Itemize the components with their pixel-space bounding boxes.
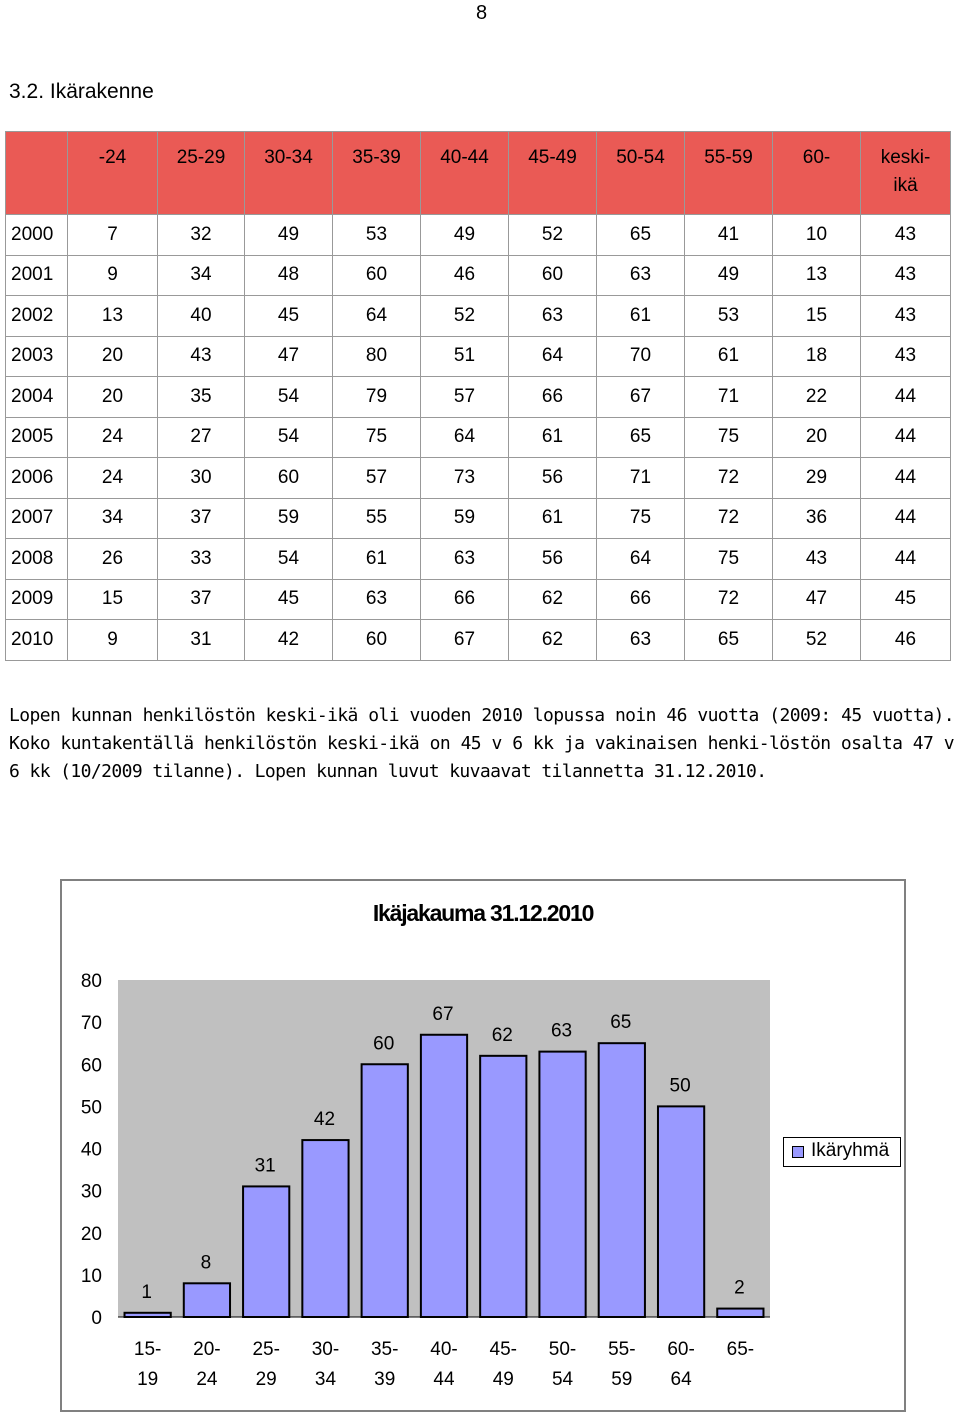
value-cell: 33 xyxy=(158,539,245,580)
value-cell: 20 xyxy=(68,336,158,377)
value-cell: 52 xyxy=(773,620,861,661)
data-label: 65 xyxy=(610,1012,632,1034)
bar xyxy=(125,1313,171,1317)
x-tick-label: 24 xyxy=(196,1369,218,1390)
y-tick-label: 70 xyxy=(80,1013,102,1035)
value-cell: 71 xyxy=(597,458,685,499)
value-cell: 59 xyxy=(421,498,509,539)
data-label: 63 xyxy=(550,1020,573,1042)
value-cell: 26 xyxy=(68,539,158,580)
page-number: 8 xyxy=(476,2,488,24)
x-tick-label: 25- xyxy=(252,1339,280,1360)
value-cell: 59 xyxy=(245,498,333,539)
value-cell: 71 xyxy=(685,377,773,418)
value-cell: 64 xyxy=(333,296,421,337)
bar xyxy=(302,1140,348,1317)
data-label: 50 xyxy=(669,1075,691,1097)
value-cell: 18 xyxy=(773,336,861,377)
column-header: -24 xyxy=(68,132,158,215)
value-cell: 61 xyxy=(333,539,421,580)
chart-title: Ikäjakauma 31.12.2010 xyxy=(372,900,594,926)
y-tick-label: 20 xyxy=(80,1223,102,1245)
column-header: 50-54 xyxy=(597,132,685,215)
value-cell: 47 xyxy=(773,579,861,620)
value-cell: 22 xyxy=(773,377,861,418)
value-cell: 34 xyxy=(158,255,245,296)
value-cell: 57 xyxy=(333,458,421,499)
value-cell: 13 xyxy=(773,255,861,296)
data-label: 8 xyxy=(200,1252,212,1274)
year-cell: 2000 xyxy=(6,215,68,256)
y-tick-label: 50 xyxy=(80,1097,102,1119)
value-cell: 44 xyxy=(861,498,951,539)
value-cell: 49 xyxy=(421,215,509,256)
value-cell: 46 xyxy=(861,620,951,661)
value-cell: 63 xyxy=(333,579,421,620)
value-cell: 54 xyxy=(245,417,333,458)
value-cell: 67 xyxy=(597,377,685,418)
value-cell: 43 xyxy=(773,539,861,580)
value-cell: 75 xyxy=(685,539,773,580)
column-header: 25-29 xyxy=(158,132,245,215)
value-cell: 70 xyxy=(597,336,685,377)
x-tick-label: 64 xyxy=(670,1369,692,1390)
value-cell: 32 xyxy=(158,215,245,256)
x-tick-label: 49 xyxy=(492,1369,514,1390)
x-tick-label: 50- xyxy=(548,1339,577,1360)
value-cell: 54 xyxy=(245,539,333,580)
bar xyxy=(184,1283,230,1317)
value-cell: 37 xyxy=(158,579,245,620)
section-title: 3.2. Ikärakenne xyxy=(9,80,154,103)
value-cell: 40 xyxy=(158,296,245,337)
bar xyxy=(599,1043,645,1317)
x-tick-label: 39 xyxy=(374,1369,396,1390)
value-cell: 75 xyxy=(333,417,421,458)
value-cell: 62 xyxy=(509,579,597,620)
value-cell: 42 xyxy=(245,620,333,661)
value-cell: 45 xyxy=(245,296,333,337)
value-cell: 72 xyxy=(685,458,773,499)
year-cell: 2002 xyxy=(6,296,68,337)
value-cell: 63 xyxy=(597,620,685,661)
x-tick-label: 20- xyxy=(193,1339,221,1360)
value-cell: 30 xyxy=(158,458,245,499)
value-cell: 49 xyxy=(245,215,333,256)
x-tick-label: 59 xyxy=(611,1369,633,1390)
value-cell: 24 xyxy=(68,417,158,458)
value-cell: 64 xyxy=(509,336,597,377)
value-cell: 66 xyxy=(421,579,509,620)
value-cell: 44 xyxy=(861,417,951,458)
value-cell: 61 xyxy=(509,498,597,539)
value-cell: 24 xyxy=(68,458,158,499)
value-cell: 7 xyxy=(68,215,158,256)
value-cell: 60 xyxy=(509,255,597,296)
value-cell: 52 xyxy=(509,215,597,256)
value-cell: 20 xyxy=(773,417,861,458)
value-cell: 9 xyxy=(68,620,158,661)
value-cell: 65 xyxy=(597,417,685,458)
value-cell: 20 xyxy=(68,377,158,418)
value-cell: 53 xyxy=(333,215,421,256)
value-cell: 46 xyxy=(421,255,509,296)
bar xyxy=(539,1052,585,1317)
value-cell: 51 xyxy=(421,336,509,377)
value-cell: 53 xyxy=(685,296,773,337)
bar xyxy=(658,1106,704,1317)
value-cell: 41 xyxy=(685,215,773,256)
value-cell: 47 xyxy=(245,336,333,377)
year-cell: 2001 xyxy=(6,255,68,296)
value-cell: 63 xyxy=(421,539,509,580)
value-cell: 45 xyxy=(861,579,951,620)
value-cell: 43 xyxy=(861,336,951,377)
column-header: 60- xyxy=(773,132,861,215)
x-tick-label: 40- xyxy=(430,1339,458,1360)
data-label: 62 xyxy=(491,1024,513,1046)
value-cell: 62 xyxy=(509,620,597,661)
data-label: 67 xyxy=(432,1003,454,1025)
y-tick-label: 60 xyxy=(80,1055,102,1077)
value-cell: 43 xyxy=(861,296,951,337)
value-cell: 65 xyxy=(597,215,685,256)
year-cell: 2008 xyxy=(6,539,68,580)
column-header: keski- ikä xyxy=(861,132,951,215)
value-cell: 66 xyxy=(509,377,597,418)
year-cell: 2004 xyxy=(6,377,68,418)
value-cell: 55 xyxy=(333,498,421,539)
x-tick-label: 65- xyxy=(726,1339,755,1360)
x-tick-label: 19 xyxy=(137,1369,159,1390)
value-cell: 37 xyxy=(158,498,245,539)
value-cell: 60 xyxy=(333,255,421,296)
bar xyxy=(717,1309,763,1317)
value-cell: 63 xyxy=(597,255,685,296)
x-tick-label: 44 xyxy=(433,1369,455,1390)
value-cell: 44 xyxy=(861,539,951,580)
data-label: 42 xyxy=(313,1109,336,1131)
column-header: 35-39 xyxy=(333,132,421,215)
value-cell: 9 xyxy=(68,255,158,296)
value-cell: 44 xyxy=(861,458,951,499)
value-cell: 56 xyxy=(509,539,597,580)
value-cell: 72 xyxy=(685,498,773,539)
value-cell: 54 xyxy=(245,377,333,418)
bar xyxy=(243,1186,289,1317)
legend-label: Ikäryhmä xyxy=(811,1140,890,1161)
value-cell: 61 xyxy=(597,296,685,337)
bar xyxy=(362,1064,408,1317)
value-cell: 35 xyxy=(158,377,245,418)
value-cell: 31 xyxy=(158,620,245,661)
value-cell: 64 xyxy=(421,417,509,458)
column-header: 45-49 xyxy=(509,132,597,215)
value-cell: 15 xyxy=(773,296,861,337)
year-cell: 2006 xyxy=(6,458,68,499)
body-paragraph: Lopen kunnan henkilöstön keski-ikä oli vuoden 2010 lopussa noin 46 vuotta (2009: 45 vuotta). Koko kuntakentällä henkilöstön keski-ikä on 45 v 6 kk ja vakinaisen henki-löstön osalta 47 v 6 kk (10/2009 tilanne). Lopen kunnan luvut kuvaavat tilannetta 31.12.2010. xyxy=(9,705,954,782)
value-cell: 60 xyxy=(245,458,333,499)
value-cell: 80 xyxy=(333,336,421,377)
y-tick-label: 10 xyxy=(80,1265,102,1287)
year-cell: 2010 xyxy=(6,620,68,661)
value-cell: 44 xyxy=(861,377,951,418)
chart-legend xyxy=(783,1137,901,1167)
x-tick-label: 15- xyxy=(133,1339,162,1360)
y-tick-label: 0 xyxy=(91,1308,102,1329)
value-cell: 67 xyxy=(421,620,509,661)
x-tick-label: 29 xyxy=(255,1369,277,1390)
value-cell: 43 xyxy=(158,336,245,377)
value-cell: 66 xyxy=(597,579,685,620)
data-label: 31 xyxy=(254,1155,276,1177)
column-header: 55-59 xyxy=(685,132,773,215)
legend-swatch xyxy=(792,1146,804,1158)
year-cell: 2007 xyxy=(6,498,68,539)
value-cell: 49 xyxy=(685,255,773,296)
column-header: 40-44 xyxy=(421,132,509,215)
value-cell: 10 xyxy=(773,215,861,256)
y-tick-label: 30 xyxy=(80,1181,102,1203)
value-cell: 64 xyxy=(597,539,685,580)
data-label: 2 xyxy=(734,1277,745,1299)
value-cell: 13 xyxy=(68,296,158,337)
value-cell: 56 xyxy=(509,458,597,499)
year-cell: 2003 xyxy=(6,336,68,377)
value-cell: 75 xyxy=(597,498,685,539)
value-cell: 29 xyxy=(773,458,861,499)
value-cell: 72 xyxy=(685,579,773,620)
bar xyxy=(421,1035,467,1317)
x-tick-label: 45- xyxy=(489,1339,518,1360)
column-header: 30-34 xyxy=(245,132,333,215)
x-tick-label: 35- xyxy=(370,1339,399,1360)
value-cell: 61 xyxy=(509,417,597,458)
bar xyxy=(480,1056,526,1317)
year-cell: 2005 xyxy=(6,417,68,458)
value-cell: 73 xyxy=(421,458,509,499)
value-cell: 36 xyxy=(773,498,861,539)
value-cell: 60 xyxy=(333,620,421,661)
value-cell: 75 xyxy=(685,417,773,458)
value-cell: 27 xyxy=(158,417,245,458)
x-tick-label: 55- xyxy=(608,1339,636,1360)
value-cell: 15 xyxy=(68,579,158,620)
value-cell: 52 xyxy=(421,296,509,337)
value-cell: 61 xyxy=(685,336,773,377)
value-cell: 45 xyxy=(245,579,333,620)
data-label: 60 xyxy=(373,1033,395,1055)
y-tick-label: 40 xyxy=(80,1139,102,1161)
value-cell: 65 xyxy=(685,620,773,661)
value-cell: 63 xyxy=(509,296,597,337)
x-tick-label: 34 xyxy=(314,1369,337,1390)
y-tick-label: 80 xyxy=(80,971,102,992)
x-tick-label: 30- xyxy=(311,1339,340,1360)
year-cell: 2009 xyxy=(6,579,68,620)
x-tick-label: 60- xyxy=(667,1339,695,1360)
x-tick-label: 54 xyxy=(551,1369,574,1390)
value-cell: 34 xyxy=(68,498,158,539)
value-cell: 79 xyxy=(333,377,421,418)
value-cell: 48 xyxy=(245,255,333,296)
value-cell: 57 xyxy=(421,377,509,418)
value-cell: 43 xyxy=(861,215,951,256)
value-cell: 43 xyxy=(861,255,951,296)
data-label: 1 xyxy=(141,1281,152,1303)
